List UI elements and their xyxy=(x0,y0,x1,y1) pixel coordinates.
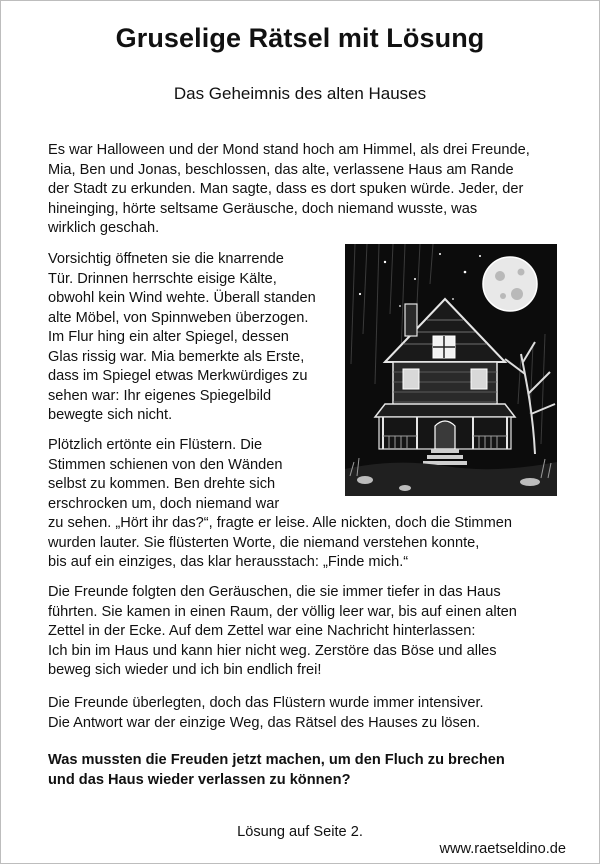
text-line: selbst zu kommen. Ben drehte sich xyxy=(48,476,276,492)
text-line: hineinging, hörte seltsame Geräusche, doch niemand wusste, was xyxy=(48,200,478,217)
riddle-question xyxy=(48,751,558,790)
text-line: Plötzlich ertönte ein Flüstern. Die xyxy=(48,437,263,453)
text-line: bis auf ein einziges, das klar herausstach: „Finde mich.“ xyxy=(48,554,409,570)
text-line: Die Freunde überlegten, doch das Flüstern wurde immer intensiver. xyxy=(48,695,484,711)
text-line: Die Antwort war der einzige Weg, das Rätsel des Hauses zu lösen. xyxy=(48,714,481,731)
text-line: Glas rissig war. Mia bemerkte als Erste, xyxy=(48,348,305,365)
text-line: Vorsichtig öffneten sie die knarrende xyxy=(48,251,284,267)
question-line: Was mussten die Freuden jetzt machen, um den Fluch zu brechen xyxy=(48,752,505,768)
text-line: bewegte sich nicht. xyxy=(48,407,173,423)
website-link[interactable]: www.raetseldino.de xyxy=(439,841,566,857)
text-line: führten. Sie kamen in einen Raum, der völlig leer war, bis auf einen alten xyxy=(48,603,517,620)
text-line: sehen war: Ihr eigenes Spiegelbild xyxy=(48,387,272,404)
text-line: der Stadt zu erkunden. Man sagte, dass es dort spuken würde. Jeder, der xyxy=(48,181,524,197)
text-line: beweg sich wieder und ich bin endlich frei! xyxy=(48,662,322,678)
text-line: alte Möbel, von Spinnweben überzogen. xyxy=(48,309,309,326)
text-line: Die Freunde folgten den Geräuschen, die sie immer tiefer in das Haus xyxy=(48,584,501,600)
text-line: Es war Halloween und der Mond stand hoch am Himmel, als drei Freunde, xyxy=(48,142,530,158)
text-line: Mia, Ben und Jonas, beschlossen, das alte, verlassene Haus am Rande xyxy=(48,161,514,178)
text-line: wurden lauter. Sie flüsterten Worte, die niemand verstehen konnte, xyxy=(48,534,480,551)
haunted-house-icon xyxy=(345,244,557,496)
paragraph-intro xyxy=(48,141,558,239)
text-line: Tür. Drinnen herrschte eisige Kälte, xyxy=(48,270,277,287)
text-line: Ich bin im Haus und kann hier nicht weg. Zerstöre das Böse und alles xyxy=(48,642,497,659)
text-line: Zettel in der Ecke. Auf dem Zettel war eine Nachricht hinterlassen: xyxy=(48,623,476,639)
page-subtitle: Das Geheimnis des alten Hauses xyxy=(173,84,427,103)
text-line: dass im Spiegel etwas Merkwürdiges zu xyxy=(48,368,308,384)
text-line: Stimmen schienen von den Wänden xyxy=(48,456,283,473)
solution-note: Lösung auf Seite 2. xyxy=(237,824,363,840)
page-title: Gruselige Rätsel mit Lösung xyxy=(115,23,485,53)
haunted-house-illustration xyxy=(345,244,557,496)
text-line: erschrocken um, doch niemand war xyxy=(48,495,280,512)
text-line: wirklich geschah. xyxy=(48,220,160,236)
text-line: zu sehen. „Hört ihr das?“, fragte er leise. Alle nickten, doch die Stimmen xyxy=(48,515,512,531)
question-line: und das Haus wieder verlassen zu können? xyxy=(48,771,351,788)
paragraph-answer xyxy=(48,694,558,733)
text-line: obwohl kein Wind wehte. Überall standen xyxy=(48,290,316,306)
paragraph-note xyxy=(48,583,558,681)
text-line: Im Flur hing ein alter Spiegel, dessen xyxy=(48,329,289,345)
